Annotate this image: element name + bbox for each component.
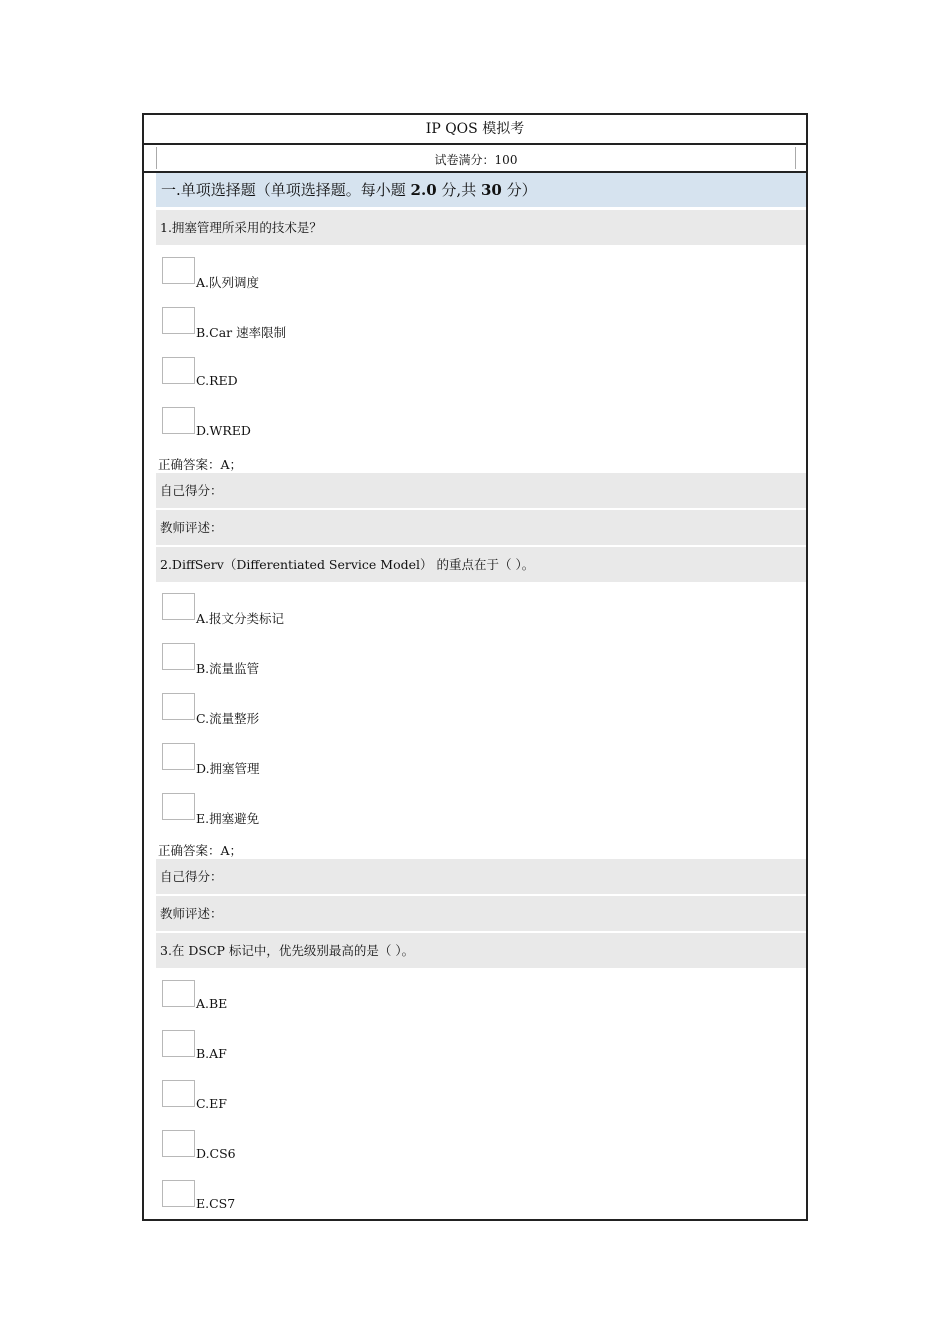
option-label: C.EF — [196, 1096, 227, 1111]
checkbox[interactable] — [162, 1030, 195, 1057]
question-1-answer: 正确答案：A； — [158, 457, 243, 472]
section-points: 2.0 — [410, 181, 437, 199]
checkbox[interactable] — [162, 743, 195, 770]
checkbox[interactable] — [162, 593, 195, 620]
option-label: B.Car 速率限制 — [196, 325, 287, 340]
option-label: A.BE — [196, 996, 228, 1011]
checkbox[interactable] — [162, 793, 195, 820]
option-label: A.队列调度 — [196, 275, 260, 290]
full-score-text: 试卷满分：100 — [156, 147, 796, 169]
question-1-teacher-comment: 教师评述： — [156, 510, 806, 545]
option-label: B.流量监管 — [196, 661, 260, 676]
option-label: C.RED — [196, 373, 238, 388]
section-header — [156, 173, 806, 207]
full-score-row — [144, 145, 806, 173]
checkbox[interactable] — [162, 1130, 195, 1157]
question-2-answer: 正确答案：A； — [158, 843, 243, 858]
option-label: D.CS6 — [196, 1146, 236, 1161]
checkbox[interactable] — [162, 357, 195, 384]
checkbox[interactable] — [162, 1180, 195, 1207]
checkbox[interactable] — [162, 307, 195, 334]
exam-content — [156, 173, 806, 1219]
option-label: D.WRED — [196, 423, 251, 438]
section-suffix: 分） — [501, 181, 537, 199]
question-1-self-score: 自己得分： — [156, 473, 806, 508]
option-label: A.报文分类标记 — [196, 611, 285, 626]
question-2-text: 2.DiffServ（Differentiated Service Model） 的重点在于（ ）。 — [156, 547, 806, 582]
checkbox[interactable] — [162, 693, 195, 720]
checkbox[interactable] — [162, 1080, 195, 1107]
option-label: C.流量整形 — [196, 711, 260, 726]
question-1-text: 1.拥塞管理所采用的技术是？ — [156, 210, 806, 245]
question-2-teacher-comment: 教师评述： — [156, 896, 806, 931]
option-label: D.拥塞管理 — [196, 761, 260, 776]
option-label: B.AF — [196, 1046, 227, 1061]
section-prefix: 一.单项选择题（单项选择题。每小题 — [161, 181, 411, 199]
checkbox[interactable] — [162, 643, 195, 670]
checkbox[interactable] — [162, 257, 195, 284]
checkbox[interactable] — [162, 407, 195, 434]
question-2-self-score: 自己得分： — [156, 859, 806, 894]
option-label: E.拥塞避免 — [196, 811, 260, 826]
checkbox[interactable] — [162, 980, 195, 1007]
section-middle: 分,共 — [436, 181, 481, 199]
question-3-text: 3.在 DSCP 标记中，优先级别最高的是（ ）。 — [156, 933, 806, 968]
section-total: 30 — [480, 181, 502, 199]
option-label: E.CS7 — [196, 1196, 236, 1211]
exam-title: IP QOS 模拟考 — [144, 115, 806, 145]
exam-frame — [142, 113, 808, 1221]
